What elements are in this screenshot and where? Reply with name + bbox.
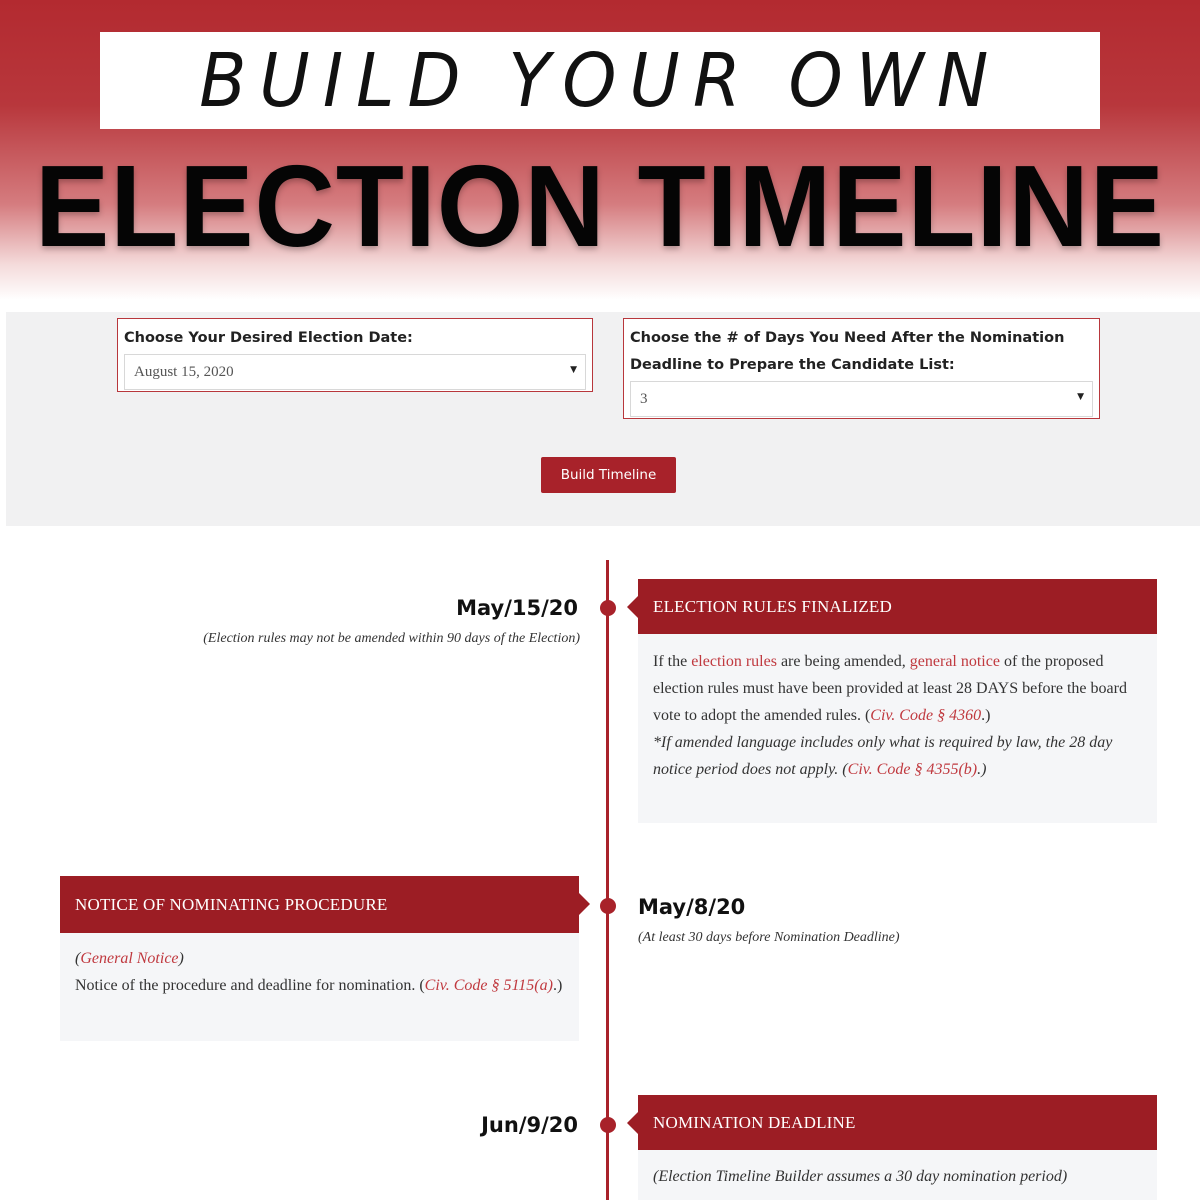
paren: ( — [75, 950, 81, 967]
civ-code-4355b-link[interactable]: Civ. Code § 4355(b) — [847, 761, 978, 778]
general-notice-link[interactable]: general notice — [909, 653, 1000, 670]
prep-days-select[interactable] — [630, 381, 1093, 417]
body-text: If the — [653, 653, 692, 670]
election-date-label: Choose Your Desired Election Date: — [124, 330, 413, 346]
election-date-select[interactable] — [124, 354, 586, 390]
chevron-down-icon: ▼ — [1077, 392, 1084, 402]
amendment-footnote — [653, 729, 1142, 783]
prep-days-value: 3 — [640, 391, 648, 407]
event-card-body — [60, 933, 579, 1015]
election-date-field — [117, 318, 593, 392]
body-text: Notice of the procedure and deadline for nomination. ( — [75, 977, 425, 994]
build-timeline-button[interactable]: Build Timeline — [541, 457, 676, 493]
body-text: are being amended, — [776, 653, 910, 670]
event-card-nominating-procedure — [60, 876, 579, 1041]
timeline-axis — [606, 560, 609, 1200]
civ-code-5115a-link[interactable]: Civ. Code § 5115(a) — [424, 977, 553, 994]
prep-days-label-line2: Deadline to Prepare the Candidate List: — [630, 357, 955, 373]
chevron-down-icon: ▼ — [570, 365, 577, 375]
timeline-dot — [600, 1117, 616, 1133]
event-date: Jun/9/20 — [481, 1113, 578, 1137]
election-rules-link[interactable]: election rules — [691, 653, 777, 670]
event-card-body — [638, 1150, 1157, 1200]
nomination-notice-text — [75, 972, 564, 999]
event-card-title: NOTICE OF NOMINATING PROCEDURE — [60, 876, 579, 933]
body-text: .) — [981, 707, 991, 724]
event-card-title: ELECTION RULES FINALIZED — [638, 579, 1157, 634]
body-text: .) — [552, 977, 563, 994]
banner-subtitle-box — [100, 32, 1100, 129]
banner-subtitle: BUILD YOUR OWN — [198, 37, 1002, 124]
prep-days-label-line1: Choose the # of Days You Need After the Nomination — [630, 330, 1065, 346]
banner-title: ELECTION TIMELINE — [35, 141, 1165, 271]
footnote-text: .) — [977, 761, 987, 778]
event-card-title: NOMINATION DEADLINE — [638, 1095, 1157, 1150]
event-date: May/15/20 — [456, 596, 578, 620]
nomination-period-note: (Election Timeline Builder assumes a 30 day nomination period) — [653, 1168, 1068, 1185]
timeline-dot — [600, 600, 616, 616]
election-date-value: August 15, 2020 — [134, 364, 234, 380]
event-date-note: (At least 30 days before Nomination Deadline) — [638, 930, 900, 945]
event-date: May/8/20 — [638, 895, 746, 919]
prep-days-field — [623, 318, 1100, 419]
paren: ) — [178, 950, 184, 967]
event-card-body — [638, 634, 1157, 799]
general-notice-line — [75, 945, 564, 972]
event-card-nomination-deadline — [638, 1095, 1157, 1200]
civ-code-4360-link[interactable]: Civ. Code § 4360 — [870, 707, 982, 724]
header-banner — [0, 0, 1200, 300]
footnote-text: *If amended language includes only what is required by law, the 28 day notice period does not apply. ( — [653, 734, 1113, 778]
event-card-election-rules — [638, 579, 1157, 823]
general-notice-link[interactable]: General Notice — [80, 950, 179, 967]
body-text: of the proposed election rules must have been provided at least 28 DAYS before the board vote to adopt the amended rules. ( — [653, 653, 1127, 724]
event-date-note: (Election rules may not be amended within 90 days of the Election) — [203, 631, 580, 646]
timeline-dot — [600, 898, 616, 914]
